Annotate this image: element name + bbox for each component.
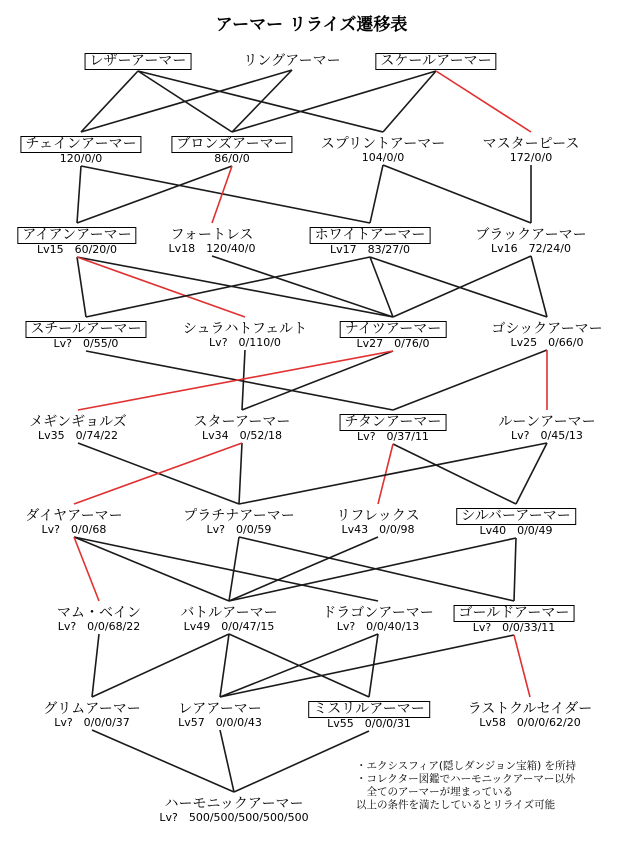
edge-grim-harmonic: [92, 730, 234, 792]
node-stats: Lv? 0/45/13: [511, 429, 583, 442]
edge-battle-grim: [92, 634, 229, 697]
node-name: アイアンアーマー: [17, 227, 136, 244]
node-steel: [25, 318, 146, 350]
edge-rune-silver: [516, 443, 547, 504]
node-diamond: [22, 505, 125, 536]
edge-silver-gold: [514, 538, 516, 601]
edge-reflex-battle: [229, 537, 378, 601]
conditions-note: [356, 760, 576, 812]
node-name: ラストクルセイダー: [467, 701, 593, 717]
edge-gold-lastcrusader: [514, 635, 530, 697]
edge-diamond-dragon: [74, 537, 378, 601]
node-name: プラチナアーマー: [183, 508, 295, 524]
edge-splint-white: [370, 165, 383, 223]
node-name: グリムアーマー: [43, 701, 141, 717]
node-name: ナイツアーマー: [340, 321, 447, 338]
edge-splint-black: [383, 165, 531, 223]
node-name: バトルアーマー: [180, 605, 278, 621]
node-titan: [340, 411, 447, 443]
node-name: ルーンアーマー: [498, 414, 596, 430]
node-name: ゴールドアーマー: [454, 605, 575, 622]
edge-black-knight: [393, 256, 531, 317]
node-stats: 86/0/0: [214, 152, 250, 165]
node-name: ドラゴンアーマー: [322, 605, 434, 621]
edge-rare-harmonic: [220, 730, 234, 792]
node-name: チタンアーマー: [340, 414, 447, 431]
note-line: 以上の条件を満たしているとリライズ可能: [356, 799, 556, 811]
edge-iron-knight: [77, 257, 393, 317]
node-stats: Lv27 0/76/0: [356, 337, 430, 350]
edge-gold-rare: [220, 635, 514, 697]
node-stats: Lv17 83/27/0: [329, 243, 411, 256]
node-name: スケールアーマー: [375, 53, 496, 70]
node-stats: 172/0/0: [509, 151, 553, 164]
edge-black-gothic: [531, 256, 547, 317]
node-name: スチールアーマー: [25, 321, 146, 338]
node-stats: Lv55 0/0/0/31: [327, 717, 411, 730]
edge-star-platinum: [239, 443, 242, 504]
edge-chain-iron: [77, 166, 81, 223]
node-stats: Lv18 120/40/0: [168, 242, 256, 255]
edge-white-gothic: [370, 257, 547, 317]
edge-scale-masterpiece: [436, 71, 531, 132]
edge-dragon-rare: [220, 634, 378, 697]
node-ring: [240, 50, 343, 69]
node-gold: [454, 602, 575, 634]
edge-battle-rare: [220, 634, 229, 697]
node-name: レアアーマー: [178, 701, 262, 717]
node-stats: Lv? 0/37/11: [357, 430, 429, 443]
node-knight: [340, 318, 447, 350]
node-name: スプリントアーマー: [320, 136, 446, 152]
node-stats: Lv15 60/20/0: [36, 243, 118, 256]
node-star: [191, 411, 294, 442]
node-stats: 104/0/0: [361, 151, 405, 164]
node-stats: 120/0/0: [59, 152, 103, 165]
node-silver: [456, 505, 576, 537]
node-stats: Lv16 72/24/0: [490, 242, 572, 255]
node-stats: Lv40 0/0/49: [479, 524, 553, 537]
node-stats: Lv? 0/0/68: [41, 523, 107, 536]
node-leather: [85, 50, 192, 70]
node-scale: [375, 50, 496, 70]
diagram-title: アーマー リライズ遷移表: [215, 15, 408, 35]
edge-chain-white: [81, 166, 370, 223]
node-battle: [177, 602, 280, 633]
edge-diamond-battle: [74, 537, 229, 601]
node-rare: [175, 698, 265, 729]
node-name: マム・ベイン: [57, 605, 141, 621]
note-line: ・エクシスフィア(隠しダンジョン宝箱) を所持: [356, 760, 577, 772]
edge-knight-star: [242, 351, 393, 410]
node-stats: Lv57 0/0/0/43: [178, 716, 262, 729]
node-platinum: [180, 505, 298, 536]
edge-fortress-knight: [212, 256, 393, 317]
edge-gothic-titan: [393, 350, 547, 410]
note-line: ・コレクター図鑑でハーモニックアーマー以外: [356, 773, 576, 785]
note-line: 全てのアーマーが埋まっている: [356, 786, 514, 798]
node-harmonic: [159, 793, 308, 824]
edge-bronze-iron: [77, 166, 232, 223]
node-name: ゴシックアーマー: [491, 321, 603, 337]
node-stats: Lv? 0/55/0: [53, 337, 119, 350]
edge-iron-schulahat: [77, 257, 245, 317]
node-white: [310, 224, 431, 256]
node-name: マスターピース: [482, 136, 580, 152]
node-dragon: [319, 602, 437, 633]
node-stats: Lv? 0/110/0: [209, 336, 281, 349]
node-megingjord: [26, 411, 129, 442]
node-grim: [40, 698, 144, 729]
node-fortress: [168, 224, 257, 255]
node-reflex: [333, 505, 422, 536]
node-splint: [318, 133, 449, 164]
node-name: ミスリルアーマー: [308, 701, 430, 718]
node-name: スターアーマー: [193, 414, 291, 430]
node-name: ハーモニックアーマー: [164, 796, 304, 812]
node-name: フォートレス: [170, 227, 254, 243]
edge-rune-platinum: [239, 443, 547, 504]
node-black: [472, 224, 589, 255]
node-name: シルバーアーマー: [456, 508, 576, 525]
node-stats: Lv25 0/66/0: [510, 336, 584, 349]
node-stats: Lv? 500/500/500/500/500: [159, 811, 309, 824]
node-lastcrusader: [465, 698, 595, 729]
node-mambane: [54, 602, 144, 633]
node-stats: Lv43 0/0/98: [341, 523, 415, 536]
edge-mambane-grim: [92, 634, 99, 697]
node-name: チェインアーマー: [20, 136, 141, 153]
node-stats: Lv? 0/0/59: [206, 523, 272, 536]
node-name: メギンギョルズ: [29, 414, 127, 430]
node-stats: Lv? 0/0/0/37: [54, 716, 130, 729]
node-stats: Lv? 0/0/33/11: [472, 621, 556, 634]
node-iron: [17, 224, 136, 256]
node-gothic: [488, 318, 605, 349]
node-chain: [20, 133, 141, 165]
edge-iron-steel: [77, 257, 86, 317]
node-stats: Lv35 0/74/22: [37, 429, 119, 442]
node-name: ブラックアーマー: [475, 227, 587, 243]
node-stats: Lv? 0/0/40/13: [336, 620, 420, 633]
node-stats: Lv34 0/52/18: [201, 429, 283, 442]
edge-scale-splint: [383, 71, 436, 132]
node-name: ホワイトアーマー: [310, 227, 431, 244]
node-name: リフレックス: [336, 508, 420, 524]
edge-white-knight: [370, 257, 393, 317]
node-schulahat: [180, 318, 310, 349]
node-bronze: [171, 133, 292, 165]
node-name: レザーアーマー: [85, 53, 192, 70]
node-name: ブロンズアーマー: [171, 136, 292, 153]
node-name: リングアーマー: [243, 53, 341, 69]
node-mithril: [308, 698, 430, 730]
node-name: ダイヤアーマー: [25, 508, 123, 524]
edge-platinum-battle: [229, 537, 239, 601]
node-rune: [495, 411, 598, 442]
edge-mithril-harmonic: [234, 731, 369, 792]
node-name: シュラハトフェルト: [182, 321, 308, 337]
node-stats: Lv58 0/0/0/62/20: [479, 716, 581, 729]
node-stats: Lv49 0/0/47/15: [183, 620, 275, 633]
node-masterpiece: [480, 133, 583, 164]
node-stats: Lv? 0/0/68/22: [57, 620, 141, 633]
